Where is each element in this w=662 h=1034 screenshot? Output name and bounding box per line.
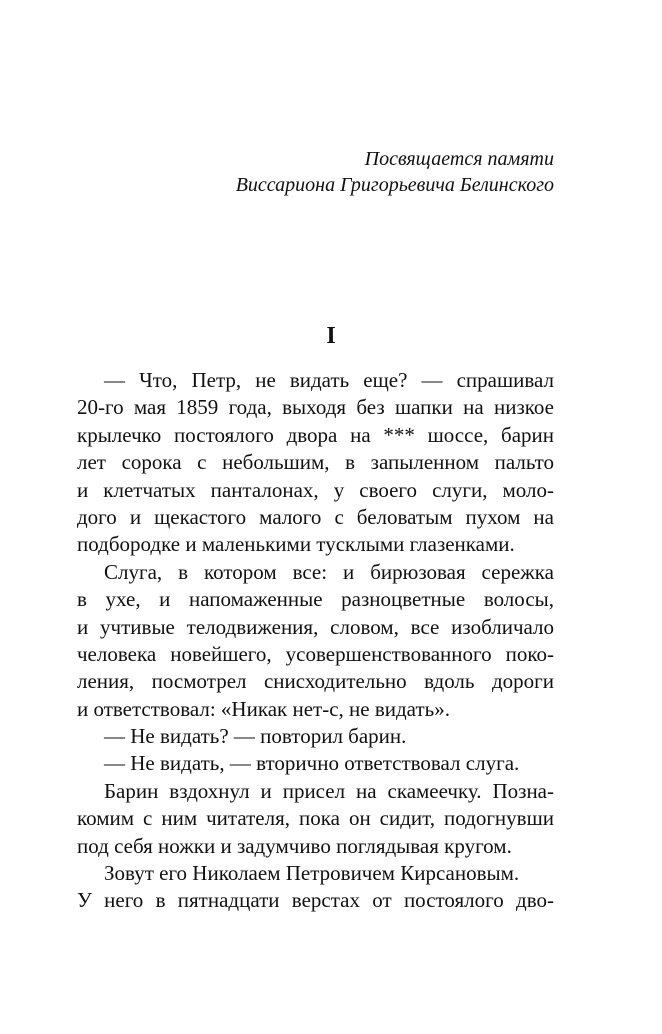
dedication-line-2: Виссариона Григорьевича Белинского [235,174,554,196]
dedication [236,146,554,198]
text-line: в ухе, и напомаженные разноцветные волосы, [77,587,554,612]
dedication-line-1: Посвящается памяти [364,148,554,170]
text-line: подбородке и маленькими тусклыми глазенками. [77,532,515,557]
text-line: 20-го мая 1859 года, выходя без шапки на низкое [77,395,554,420]
text-line: ления, посмотрел снисходительно вдоль дороги [77,669,554,694]
text-line: Барин вздохнул и присел на скамеечку. Позна- [104,778,554,803]
text-line: — Не видать? — повторил барин. [104,724,407,749]
text-line: крылечко постоялого двора на *** шоссе, барин [77,422,554,447]
text-line: человека новейшего, усовершенствованного поко- [77,641,554,666]
text-line: Зовут его Николаем Петровичем Кирсановым. [104,861,520,886]
text-line: и клетчатых панталонах, у своего слуги, моло- [77,477,554,502]
text-line: лет сорока с небольшим, в запыленном пальто [77,450,554,475]
body-text [77,367,554,915]
text-line: комим с ним читателя, пока он сидит, подогнувши [77,806,554,831]
text-line: под себя ножки и задумчиво поглядывая кругом. [77,833,512,858]
text-line: Слуга, в котором все: и бирюзовая сережка [104,559,554,584]
text-line: и учтивые телодвижения, словом, все изобличало [77,614,554,639]
text-line: — Не видать, — вторично ответствовал слуга. [104,751,520,776]
chapter-number: I [326,323,336,349]
text-line: — Что, Петр, не видать еще? — спрашивал [104,368,554,392]
text-line: дого и щекастого малого с беловатым пухом на [77,504,554,529]
text-line: и ответствовал: «Никак нет-с, не видать». [77,696,450,721]
text-line: У него в пятнадцати верстах от постоялого дво- [77,888,554,913]
